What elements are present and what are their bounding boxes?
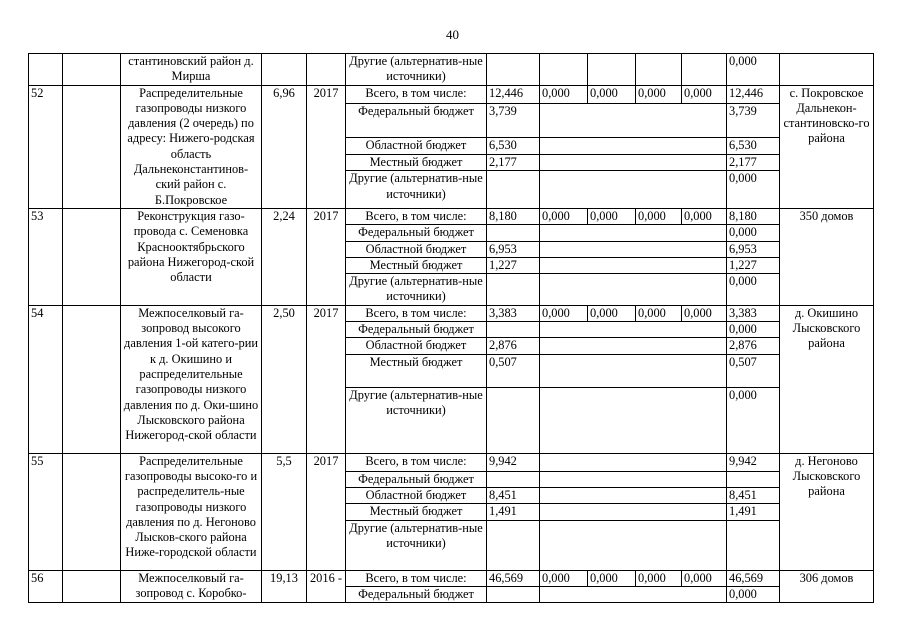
cell-result: д. Негоново Лысковского района xyxy=(780,453,874,570)
cell-code xyxy=(63,453,121,570)
cell-year: 2017 xyxy=(307,85,346,208)
cell-index xyxy=(29,54,63,86)
cell-value: 0,000 xyxy=(540,305,588,321)
table-row xyxy=(29,453,874,471)
cell-empty xyxy=(540,171,727,209)
cell-length: 19,13 xyxy=(262,570,307,603)
cell-source: Другие (альтернатив-ные источники) xyxy=(346,274,487,306)
table-row xyxy=(29,305,874,321)
cell-value: 0,000 xyxy=(588,570,636,586)
cell-value xyxy=(682,54,727,86)
cell-empty xyxy=(540,257,727,273)
cell-value xyxy=(487,171,540,209)
cell-value: 0,000 xyxy=(636,305,682,321)
cell-empty xyxy=(540,471,727,487)
cell-empty xyxy=(540,354,727,387)
cell-total: 6,530 xyxy=(727,138,780,155)
cell-total: 8,451 xyxy=(727,487,780,503)
cell-value: 1,491 xyxy=(487,504,540,520)
cell-result: с. Покровское Дальнекон-стантиновско-го района xyxy=(780,85,874,208)
cell-code xyxy=(63,85,121,208)
cell-total: 1,491 xyxy=(727,504,780,520)
cell-value xyxy=(487,586,540,602)
cell-total: 8,180 xyxy=(727,208,780,224)
cell-total: 6,953 xyxy=(727,241,780,257)
cell-source: Всего, в том числе: xyxy=(346,208,487,224)
cell-value: 2,876 xyxy=(487,338,540,354)
cell-source: Областной бюджет xyxy=(346,487,487,503)
cell-result xyxy=(780,54,874,86)
cell-source: Областной бюджет xyxy=(346,338,487,354)
cell-value: 6,530 xyxy=(487,138,540,155)
cell-value xyxy=(487,274,540,306)
cell-total: 3,739 xyxy=(727,103,780,137)
cell-value: 0,000 xyxy=(540,208,588,224)
cell-source: Местный бюджет xyxy=(346,257,487,273)
cell-code xyxy=(63,54,121,86)
cell-source: Федеральный бюджет xyxy=(346,586,487,602)
cell-total: 0,000 xyxy=(727,171,780,209)
cell-empty xyxy=(540,338,727,354)
cell-empty xyxy=(540,453,727,471)
cell-source: Федеральный бюджет xyxy=(346,103,487,137)
page-number: 40 xyxy=(446,27,459,42)
cell-value: 1,227 xyxy=(487,257,540,273)
cell-value: 0,000 xyxy=(636,208,682,224)
cell-empty xyxy=(540,154,727,171)
cell-index: 52 xyxy=(29,85,63,208)
cell-total: 12,446 xyxy=(727,85,780,103)
table-row xyxy=(29,54,874,86)
cell-index: 53 xyxy=(29,208,63,305)
cell-empty xyxy=(540,387,727,453)
cell-value: 8,180 xyxy=(487,208,540,224)
cell-empty xyxy=(540,322,727,338)
cell-object: Межпоселковый га-зопровод с. Коробко- xyxy=(121,570,262,603)
cell-source: Другие (альтернатив-ные источники) xyxy=(346,387,487,453)
cell-result: 306 домов xyxy=(780,570,874,603)
cell-total: 0,000 xyxy=(727,586,780,602)
cell-value: 0,000 xyxy=(682,570,727,586)
cell-total: 2,876 xyxy=(727,338,780,354)
cell-code xyxy=(63,570,121,603)
cell-length: 6,96 xyxy=(262,85,307,208)
cell-source: Местный бюджет xyxy=(346,154,487,171)
cell-value xyxy=(487,387,540,453)
budget-table xyxy=(28,53,874,603)
cell-value: 0,000 xyxy=(682,208,727,224)
cell-value xyxy=(487,322,540,338)
table-row xyxy=(29,570,874,586)
cell-object: Распределительные газопроводы высоко-го и распределитель-ные газопроводы низкого давления по д. Негоново Лысков-ского района Ниже-городской области xyxy=(121,453,262,570)
cell-object: Распределительные газопроводы низкого давления (2 очередь) по адресу: Нижего-родская область Дальнеконстантинов-ский район с. Б.Покровское xyxy=(121,85,262,208)
cell-source: Федеральный бюджет xyxy=(346,471,487,487)
cell-total: 2,177 xyxy=(727,154,780,171)
cell-object: Реконструкция газо-провода с. Семеновка Краснооктябрьского района Нижегород-ской области xyxy=(121,208,262,305)
cell-value: 0,000 xyxy=(682,305,727,321)
cell-total: 0,000 xyxy=(727,387,780,453)
cell-source: Другие (альтернатив-ные источники) xyxy=(346,520,487,570)
cell-source: Местный бюджет xyxy=(346,354,487,387)
cell-year: 2017 xyxy=(307,208,346,305)
cell-total: 46,569 xyxy=(727,570,780,586)
cell-total: 3,383 xyxy=(727,305,780,321)
cell-code xyxy=(63,208,121,305)
table-row xyxy=(29,85,874,103)
cell-value: 0,000 xyxy=(636,570,682,586)
cell-value: 12,446 xyxy=(487,85,540,103)
cell-empty xyxy=(540,138,727,155)
cell-source: Другие (альтернатив-ные источники) xyxy=(346,54,487,86)
cell-value: 6,953 xyxy=(487,241,540,257)
cell-source: Всего, в том числе: xyxy=(346,305,487,321)
cell-source: Областной бюджет xyxy=(346,138,487,155)
cell-total: 0,507 xyxy=(727,354,780,387)
cell-empty xyxy=(540,103,727,137)
cell-empty xyxy=(540,504,727,520)
cell-empty xyxy=(540,520,727,570)
cell-object: стантиновский район д. Мирша xyxy=(121,54,262,86)
cell-value: 0,000 xyxy=(682,85,727,103)
cell-value xyxy=(487,225,540,241)
cell-value: 2,177 xyxy=(487,154,540,171)
cell-value: 0,000 xyxy=(588,305,636,321)
cell-source: Местный бюджет xyxy=(346,504,487,520)
cell-result: 350 домов xyxy=(780,208,874,305)
cell-value: 3,739 xyxy=(487,103,540,137)
cell-length: 5,5 xyxy=(262,453,307,570)
cell-total: 0,000 xyxy=(727,54,780,86)
cell-empty xyxy=(540,241,727,257)
cell-index: 56 xyxy=(29,570,63,603)
cell-total xyxy=(727,471,780,487)
cell-year: 2016 - xyxy=(307,570,346,603)
cell-source: Всего, в том числе: xyxy=(346,453,487,471)
cell-value: 0,000 xyxy=(540,85,588,103)
cell-source: Другие (альтернатив-ные источники) xyxy=(346,171,487,209)
cell-empty xyxy=(540,274,727,306)
cell-value xyxy=(540,54,588,86)
cell-object: Межпоселковый га-зопровод высокого давления 1-ой катего-рии к д. Окишино и распределительные газопроводы низкого давления по д. Оки-шино Лысковского района Нижегород-ской области xyxy=(121,305,262,453)
cell-year xyxy=(307,54,346,86)
cell-source: Всего, в том числе: xyxy=(346,570,487,586)
cell-length xyxy=(262,54,307,86)
cell-result: д. Окишино Лысковского района xyxy=(780,305,874,453)
cell-total: 1,227 xyxy=(727,257,780,273)
cell-empty xyxy=(540,225,727,241)
cell-value: 8,451 xyxy=(487,487,540,503)
cell-empty xyxy=(540,487,727,503)
cell-year: 2017 xyxy=(307,453,346,570)
cell-value: 0,000 xyxy=(588,85,636,103)
cell-value: 3,383 xyxy=(487,305,540,321)
cell-value xyxy=(487,471,540,487)
cell-value: 0,000 xyxy=(540,570,588,586)
cell-value: 0,000 xyxy=(588,208,636,224)
cell-total: 0,000 xyxy=(727,274,780,306)
cell-source: Областной бюджет xyxy=(346,241,487,257)
cell-total: 0,000 xyxy=(727,322,780,338)
cell-value xyxy=(588,54,636,86)
cell-value xyxy=(636,54,682,86)
cell-value xyxy=(487,520,540,570)
cell-code xyxy=(63,305,121,453)
cell-source: Всего, в том числе: xyxy=(346,85,487,103)
cell-length: 2,50 xyxy=(262,305,307,453)
cell-source: Федеральный бюджет xyxy=(346,322,487,338)
cell-index: 55 xyxy=(29,453,63,570)
cell-year: 2017 xyxy=(307,305,346,453)
cell-total: 0,000 xyxy=(727,225,780,241)
cell-length: 2,24 xyxy=(262,208,307,305)
cell-index: 54 xyxy=(29,305,63,453)
cell-value: 0,507 xyxy=(487,354,540,387)
cell-empty xyxy=(540,586,727,602)
cell-total: 9,942 xyxy=(727,453,780,471)
cell-value: 9,942 xyxy=(487,453,540,471)
cell-value xyxy=(487,54,540,86)
cell-value: 0,000 xyxy=(636,85,682,103)
table-row xyxy=(29,208,874,224)
cell-total xyxy=(727,520,780,570)
cell-value: 46,569 xyxy=(487,570,540,586)
cell-source: Федеральный бюджет xyxy=(346,225,487,241)
